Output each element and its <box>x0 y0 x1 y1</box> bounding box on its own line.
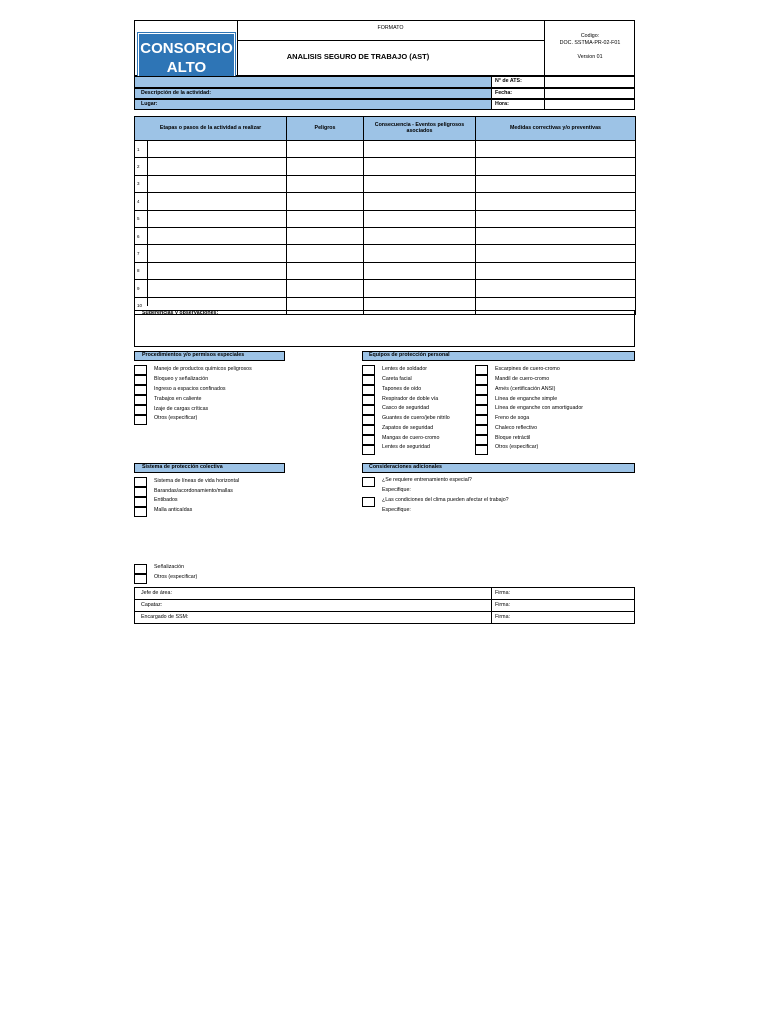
row-number: 9 <box>135 280 287 297</box>
weather-question: ¿Las condiciones del clima pueden afectar el trabajo? <box>382 497 509 503</box>
ppe-checkbox[interactable] <box>475 415 488 425</box>
procedure-item: Trabajos en caliente <box>154 396 202 402</box>
signature-role: Encargado de SSM: <box>141 614 189 620</box>
row-number: 3 <box>135 175 287 192</box>
row-number: 4 <box>135 193 287 210</box>
ppe-item: Tapones de oído <box>382 386 422 392</box>
time-field[interactable] <box>544 99 635 110</box>
signature-label: Firma: <box>495 590 511 596</box>
collective-checkbox[interactable] <box>134 477 147 487</box>
ppe-item: Guantes de cuero/jebe nitrilo <box>382 415 450 421</box>
collective-checkbox[interactable] <box>134 507 147 517</box>
ppe-item: Zapatos de seguridad <box>382 425 434 431</box>
format-label: FORMATO <box>377 25 404 31</box>
hazard-cell[interactable] <box>287 193 364 210</box>
ppe-checkbox[interactable] <box>362 405 375 415</box>
consequence-cell[interactable] <box>364 245 476 262</box>
description-label: Descripción de la actividad: <box>141 90 212 96</box>
place-label: Lugar: <box>141 101 158 107</box>
date-label: Fecha: <box>495 90 513 96</box>
procedure-checkbox[interactable] <box>134 415 147 425</box>
ppe-item: Respirador de doble vía <box>382 396 439 402</box>
column-header-consequences: Consecuencia - Eventos peligrosos asociados <box>364 117 476 141</box>
consequence-cell[interactable] <box>364 158 476 175</box>
signature-role: Capataz: <box>141 602 163 608</box>
ppe-item: Lentes de seguridad <box>382 444 431 450</box>
collective-item: Señalización <box>154 564 185 570</box>
procedure-checkbox[interactable] <box>134 365 147 375</box>
info-ats-bar <box>134 76 492 88</box>
ats-label: N° de ATS: <box>495 78 522 84</box>
collective-item: Malla anticaídas <box>154 507 193 513</box>
ppe-checkbox[interactable] <box>362 375 375 385</box>
measure-cell[interactable] <box>476 175 636 192</box>
ppe-item: Arnés (certificación ANSI) <box>495 386 556 392</box>
signature-label: Firma: <box>495 614 511 620</box>
collective-checkbox[interactable] <box>134 574 147 584</box>
procedure-checkbox[interactable] <box>134 375 147 385</box>
consequence-cell[interactable] <box>364 141 476 158</box>
hazard-cell[interactable] <box>287 227 364 244</box>
hazard-cell[interactable] <box>287 175 364 192</box>
ppe-item: Bloque retráctil <box>495 435 531 441</box>
table-row <box>135 193 636 210</box>
document-title: ANALISIS SEGURO DE TRABAJO (AST) <box>286 52 430 61</box>
version-label: Version 01 <box>577 54 603 60</box>
hazard-cell[interactable] <box>287 262 364 279</box>
ppe-checkbox[interactable] <box>362 395 375 405</box>
ppe-item: Mangas de cuero-cromo <box>382 435 440 441</box>
ppe-item: Mandil de cuero-cromo <box>495 376 550 382</box>
ppe-checkbox[interactable] <box>475 375 488 385</box>
row-number: 1 <box>135 141 287 158</box>
collective-item: Otros (especificar) <box>154 574 198 580</box>
weather-checkbox[interactable] <box>362 497 375 507</box>
training-specify: Especifique: <box>382 487 411 493</box>
collective-checkbox[interactable] <box>134 564 147 574</box>
collective-item: Sistema de líneas de vida horizontal <box>154 478 240 484</box>
measure-cell[interactable] <box>476 141 636 158</box>
consequence-cell[interactable] <box>364 210 476 227</box>
logo-line2: ALTO <box>166 59 207 76</box>
consequence-cell[interactable] <box>364 262 476 279</box>
procedures-title: Procedimientos y/o permisos especiales <box>142 352 245 358</box>
ppe-checkbox[interactable] <box>362 435 375 445</box>
ppe-item: Línea de enganche con amortiguador <box>495 405 584 411</box>
signature-label: Firma: <box>495 602 511 608</box>
header-divider-mid <box>237 40 544 41</box>
measure-cell[interactable] <box>476 262 636 279</box>
hazard-cell[interactable] <box>287 245 364 262</box>
row-number: 5 <box>135 210 287 227</box>
hazard-cell[interactable] <box>287 158 364 175</box>
consequence-cell[interactable] <box>364 193 476 210</box>
ppe-checkbox[interactable] <box>475 435 488 445</box>
ppe-checkbox[interactable] <box>475 365 488 375</box>
activity-steps-table <box>134 116 636 315</box>
consequence-cell[interactable] <box>364 175 476 192</box>
table-header-row <box>135 117 636 141</box>
table-row <box>135 280 636 297</box>
row-number: 8 <box>135 262 287 279</box>
row-number: 6 <box>135 227 287 244</box>
procedure-item: Bloqueo y señalización <box>154 376 209 382</box>
procedure-checkbox[interactable] <box>134 385 147 395</box>
row-number: 7 <box>135 245 287 262</box>
ppe-item: Chaleco reflectivo <box>495 425 538 431</box>
logo-line1: CONSORCIO <box>140 40 233 57</box>
row-number: 10 <box>135 297 287 314</box>
procedure-item: Izaje de cargas críticas <box>154 406 209 412</box>
ppe-item: Lentes de soldador <box>382 366 428 372</box>
measure-cell[interactable] <box>476 280 636 297</box>
procedure-item: Ingreso a espacios confinados <box>154 386 226 392</box>
measure-cell[interactable] <box>476 158 636 175</box>
company-logo <box>138 33 235 81</box>
additional-title: Consideraciones adicionales <box>369 464 443 470</box>
info-place-bar[interactable] <box>134 99 492 110</box>
row-number: 2 <box>135 158 287 175</box>
training-checkbox[interactable] <box>362 477 375 487</box>
table-row <box>135 262 636 279</box>
time-label: Hora: <box>495 101 509 107</box>
ppe-item: Línea de enganche simple <box>495 396 558 402</box>
ppe-item: Otros (especificar) <box>495 444 539 450</box>
ppe-checkbox[interactable] <box>362 425 375 435</box>
procedure-checkbox[interactable] <box>134 405 147 415</box>
ppe-checkbox[interactable] <box>362 365 375 375</box>
signature-role: Jefe de área: <box>141 590 172 596</box>
date-field[interactable] <box>544 88 635 99</box>
column-header-steps: Etapas o pasos de la actividad a realizar <box>135 117 287 141</box>
table-row <box>135 158 636 175</box>
signature-field[interactable] <box>491 611 635 624</box>
ppe-item: Casco de seguridad <box>382 405 430 411</box>
collective-checkbox[interactable] <box>134 487 147 497</box>
ppe-item: Escarpines de cuero-cromo <box>495 366 560 372</box>
code-label: Codigo: <box>580 33 600 39</box>
table-row <box>135 175 636 192</box>
procedure-checkbox[interactable] <box>134 395 147 405</box>
ats-number-field[interactable] <box>544 76 635 88</box>
row-number-divider <box>147 140 148 306</box>
measure-cell[interactable] <box>476 210 636 227</box>
hazard-cell[interactable] <box>287 210 364 227</box>
training-question: ¿Se requiere entrenamiento especial? <box>382 477 472 483</box>
ppe-checkbox[interactable] <box>362 415 375 425</box>
column-header-hazards: Peligros <box>287 117 364 141</box>
ppe-checkbox[interactable] <box>475 425 488 435</box>
procedure-item: Otros (especificar) <box>154 415 198 421</box>
ppe-title: Equipos de protección personal <box>369 352 450 358</box>
code-value: DOC. SSTMA-PR-02-F01 <box>559 40 621 46</box>
procedure-item: Manejo de productos químicos peligrosos <box>154 366 252 372</box>
table-row <box>135 210 636 227</box>
ppe-item: Freno de soga <box>495 415 530 421</box>
measure-cell[interactable] <box>476 227 636 244</box>
consequence-cell[interactable] <box>364 227 476 244</box>
hazard-cell[interactable] <box>287 141 364 158</box>
suggestions-label: Sugerencias y observaciones: <box>142 310 219 316</box>
collective-item: Barandas/acordonamiento/mallas <box>154 488 233 494</box>
header-divider-right <box>544 20 545 76</box>
ppe-checkbox[interactable] <box>362 385 375 395</box>
table-row <box>135 245 636 262</box>
weather-specify: Especifique: <box>382 507 411 513</box>
ppe-checkbox[interactable] <box>362 445 375 455</box>
measure-cell[interactable] <box>476 245 636 262</box>
ppe-checkbox[interactable] <box>475 395 488 405</box>
hazard-cell[interactable] <box>287 280 364 297</box>
ppe-checkbox[interactable] <box>475 445 488 455</box>
ppe-item: Careta facial <box>382 376 412 382</box>
table-row <box>135 141 636 158</box>
column-header-measures: Medidas correctivas y/o preventivas <box>476 117 636 141</box>
table-row <box>135 227 636 244</box>
measure-cell[interactable] <box>476 193 636 210</box>
collective-checkbox[interactable] <box>134 497 147 507</box>
consequence-cell[interactable] <box>364 280 476 297</box>
collective-title: Sistema de protección colectiva <box>142 464 223 470</box>
ppe-checkbox[interactable] <box>475 405 488 415</box>
collective-item: Entibados <box>154 497 178 503</box>
ppe-checkbox[interactable] <box>475 385 488 395</box>
